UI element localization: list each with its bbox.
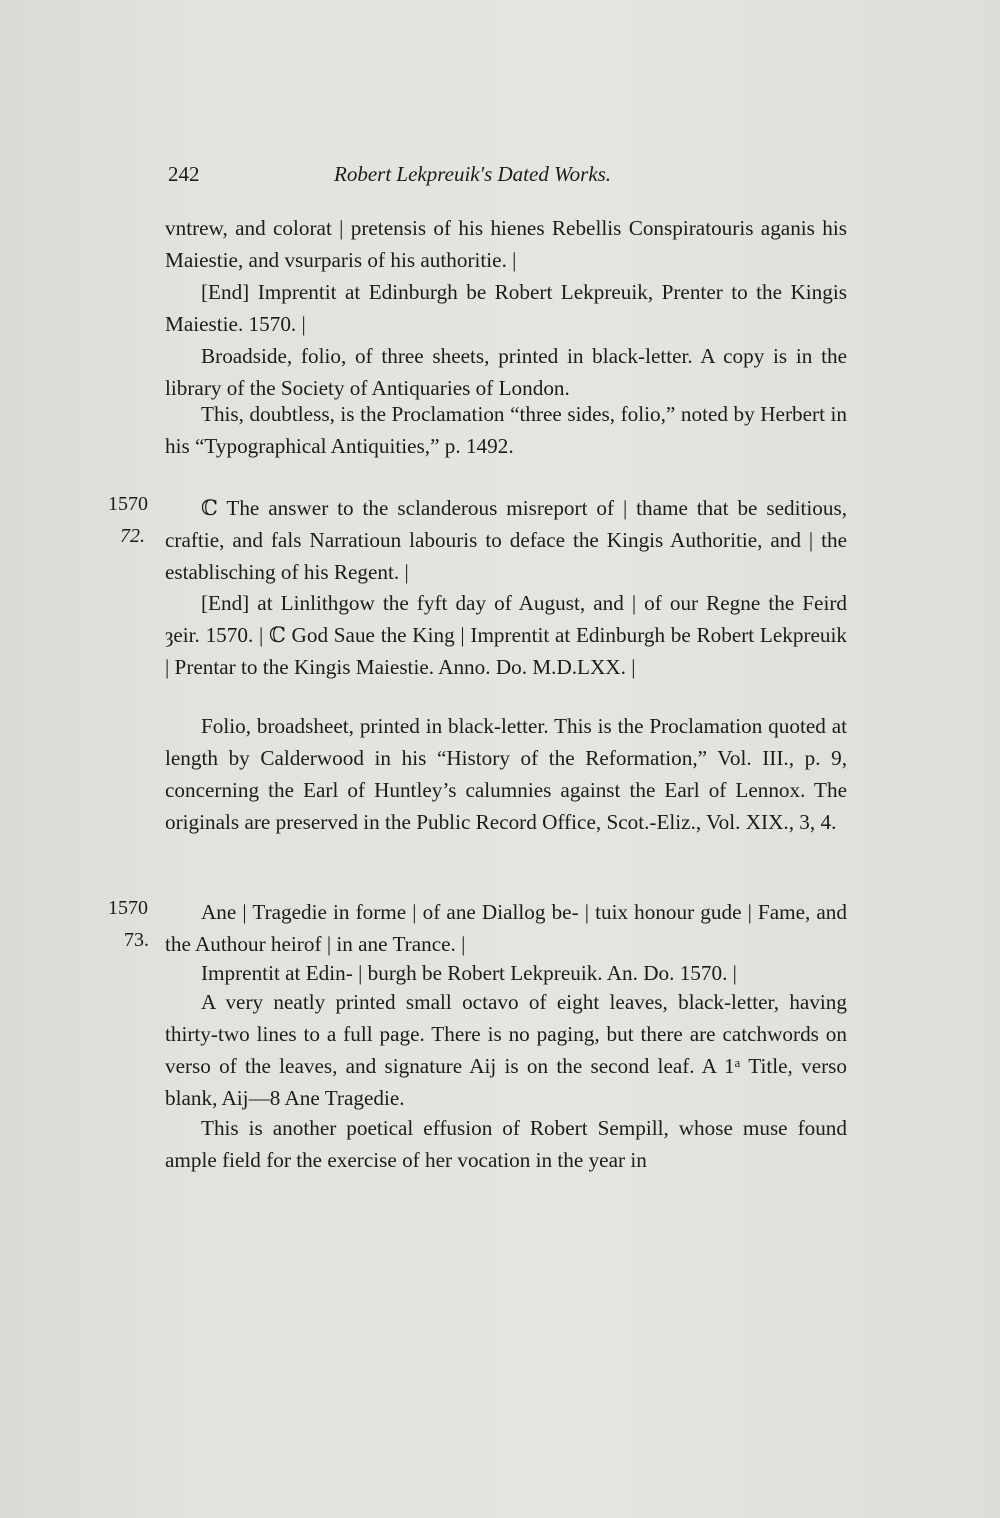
entry-a-continuation: vntrew, and colorat | pretensis of his hienes Rebellis Conspiratouris aganis his Maiestie, and vsurparis of his authoritie. | [165, 216, 847, 272]
entry-b-colophon: [End] at Linlithgow the fyft day of August, and | of our Regne the Feird ȝeir. 1570. | ℂ God Saue the King | Imprentit at Edinburgh be Robert Lekpreuik | Prentar to the Kingis Maiestie. Anno. Do. M.D.LXX. | [165, 591, 847, 679]
entry-b-year: 1570 [108, 493, 148, 515]
entry-a-note: This, doubtless, is the Proclamation “three sides, folio,” noted by Herbert in his “Typographical Antiquities,” p. 1492. [165, 402, 847, 458]
entry-c-number: 73. [124, 929, 149, 951]
page-header [168, 162, 848, 192]
entry-c-description: A very neatly printed small octavo of eight leaves, black-letter, having thirty-two lines to a full page. There is no paging, but there are catchwords on verso of the leaves, and signature Aij is on the second leaf. A 1ᵃ Title, verso blank, Aij—8 Ane Tragedie. [165, 990, 847, 1110]
entry-b-number: 72. [120, 525, 145, 547]
entry-c-title: Ane | Tragedie in forme | of ane Diallog be- | tuix honour gude | Fame, and the Authour heirof | in ane Trance. | [165, 900, 847, 956]
entry-c-colophon: Imprentit at Edin- | burgh be Robert Lekpreuik. An. Do. 1570. | [201, 961, 737, 985]
page-number: 242 [168, 162, 200, 186]
entry-b-margin-note [108, 488, 158, 552]
entry-a-colophon: [End] Imprentit at Edinburgh be Robert Lekpreuik, Prenter to the Kingis Maiestie. 1570. | [165, 280, 847, 336]
entry-a-description: Broadside, folio, of three sheets, printed in black-letter. A copy is in the library of the Society of Antiquaries of London. [165, 344, 847, 400]
entry-c-note: This is another poetical effusion of Robert Sempill, whose muse found ample field for the exercise of her vocation in the year in [165, 1116, 847, 1172]
entry-b-title: ℂ The answer to the sclanderous misreport of | thame that be seditious, craftie, and fals Narratioun labouris to deface the Kingis Authoritie, and | the establisching of his Regent. | [165, 496, 847, 584]
entry-c-margin-note [108, 892, 158, 956]
entry-b-description: Folio, broadsheet, printed in black-letter. This is the Proclamation quoted at length by Calderwood in his “History of the Reformation,” Vol. III., p. 9, concerning the Earl of Huntley’s calumnies against the Earl of Lennox. The originals are preserved in the Public Record Office, Scot.-Eliz., Vol. XIX., 3, 4. [165, 714, 847, 834]
running-title: Robert Lekpreuik's Dated Works. [334, 162, 612, 186]
entry-c-year: 1570 [108, 897, 148, 919]
